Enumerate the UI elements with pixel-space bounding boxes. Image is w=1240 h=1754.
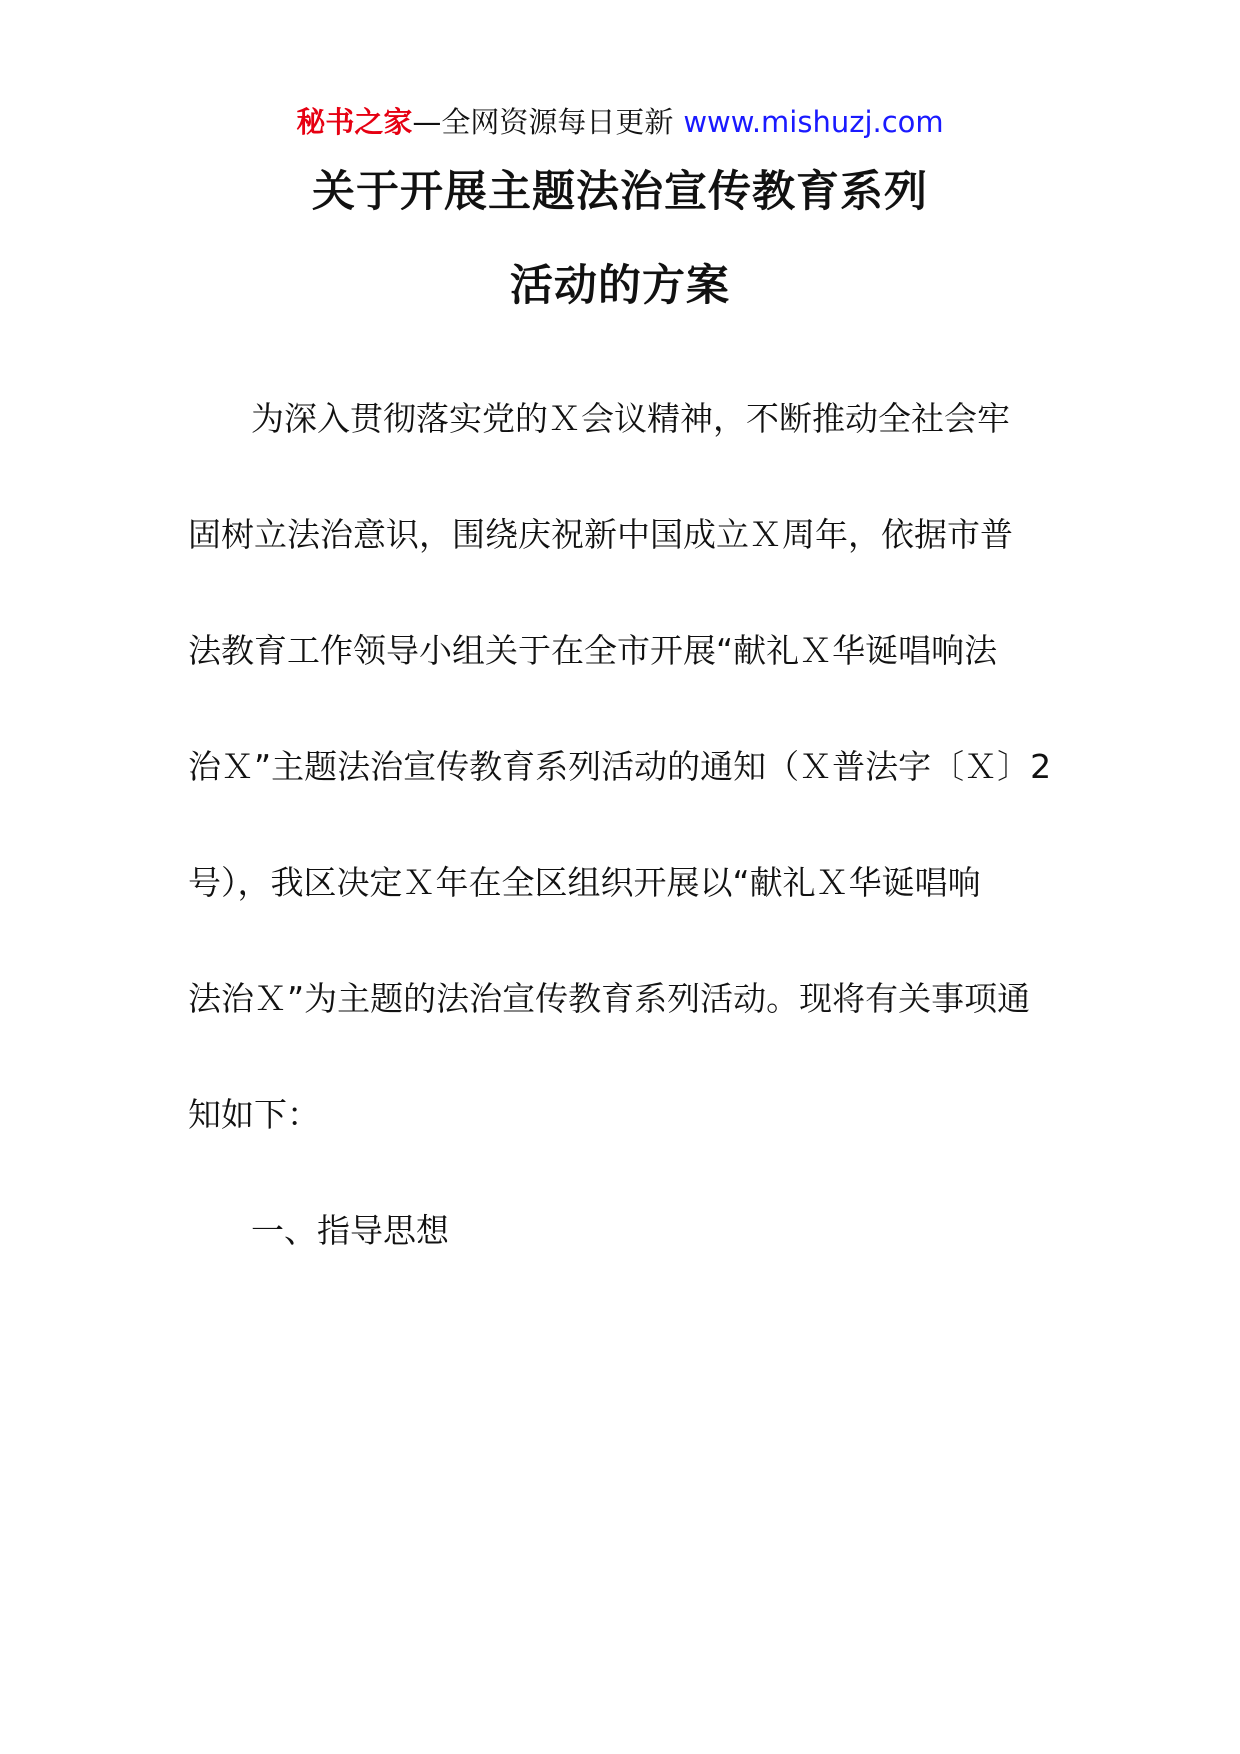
paragraph-line-5: 号），我区决定Ｘ年在全区组织开展以“献礼Ｘ华诞唱响 [188, 863, 981, 902]
site-url-link[interactable]: www.mishuzj.com [683, 105, 944, 139]
header-tagline: —全网资源每日更新 [412, 105, 674, 139]
paragraph-line-7: 知如下： [188, 1095, 320, 1134]
section-heading: 一、指导思想 [251, 1211, 449, 1250]
document-title-line-1: 关于开展主题法治宣传教育系列 [312, 167, 928, 217]
paragraph-line-6: 法治Ｘ”为主题的法治宣传教育系列活动。现将有关事项通 [188, 979, 1031, 1018]
brand-name: 秘书之家 [296, 105, 413, 139]
document-title-line-2: 活动的方案 [510, 261, 730, 311]
site-header [0, 102, 1240, 142]
paragraph-line-1: 为深入贯彻落实党的Ｘ会议精神，不断推动全社会牢 [251, 399, 1010, 438]
paragraph-line-2: 固树立法治意识，围绕庆祝新中国成立Ｘ周年，依据市普 [188, 515, 1013, 554]
paragraph-line-3: 法教育工作领导小组关于在全市开展“献礼Ｘ华诞唱响法 [188, 631, 998, 670]
paragraph-line-4: 治Ｘ”主题法治宣传教育系列活动的通知（Ｘ普法字〔Ｘ〕2 [188, 747, 1052, 786]
